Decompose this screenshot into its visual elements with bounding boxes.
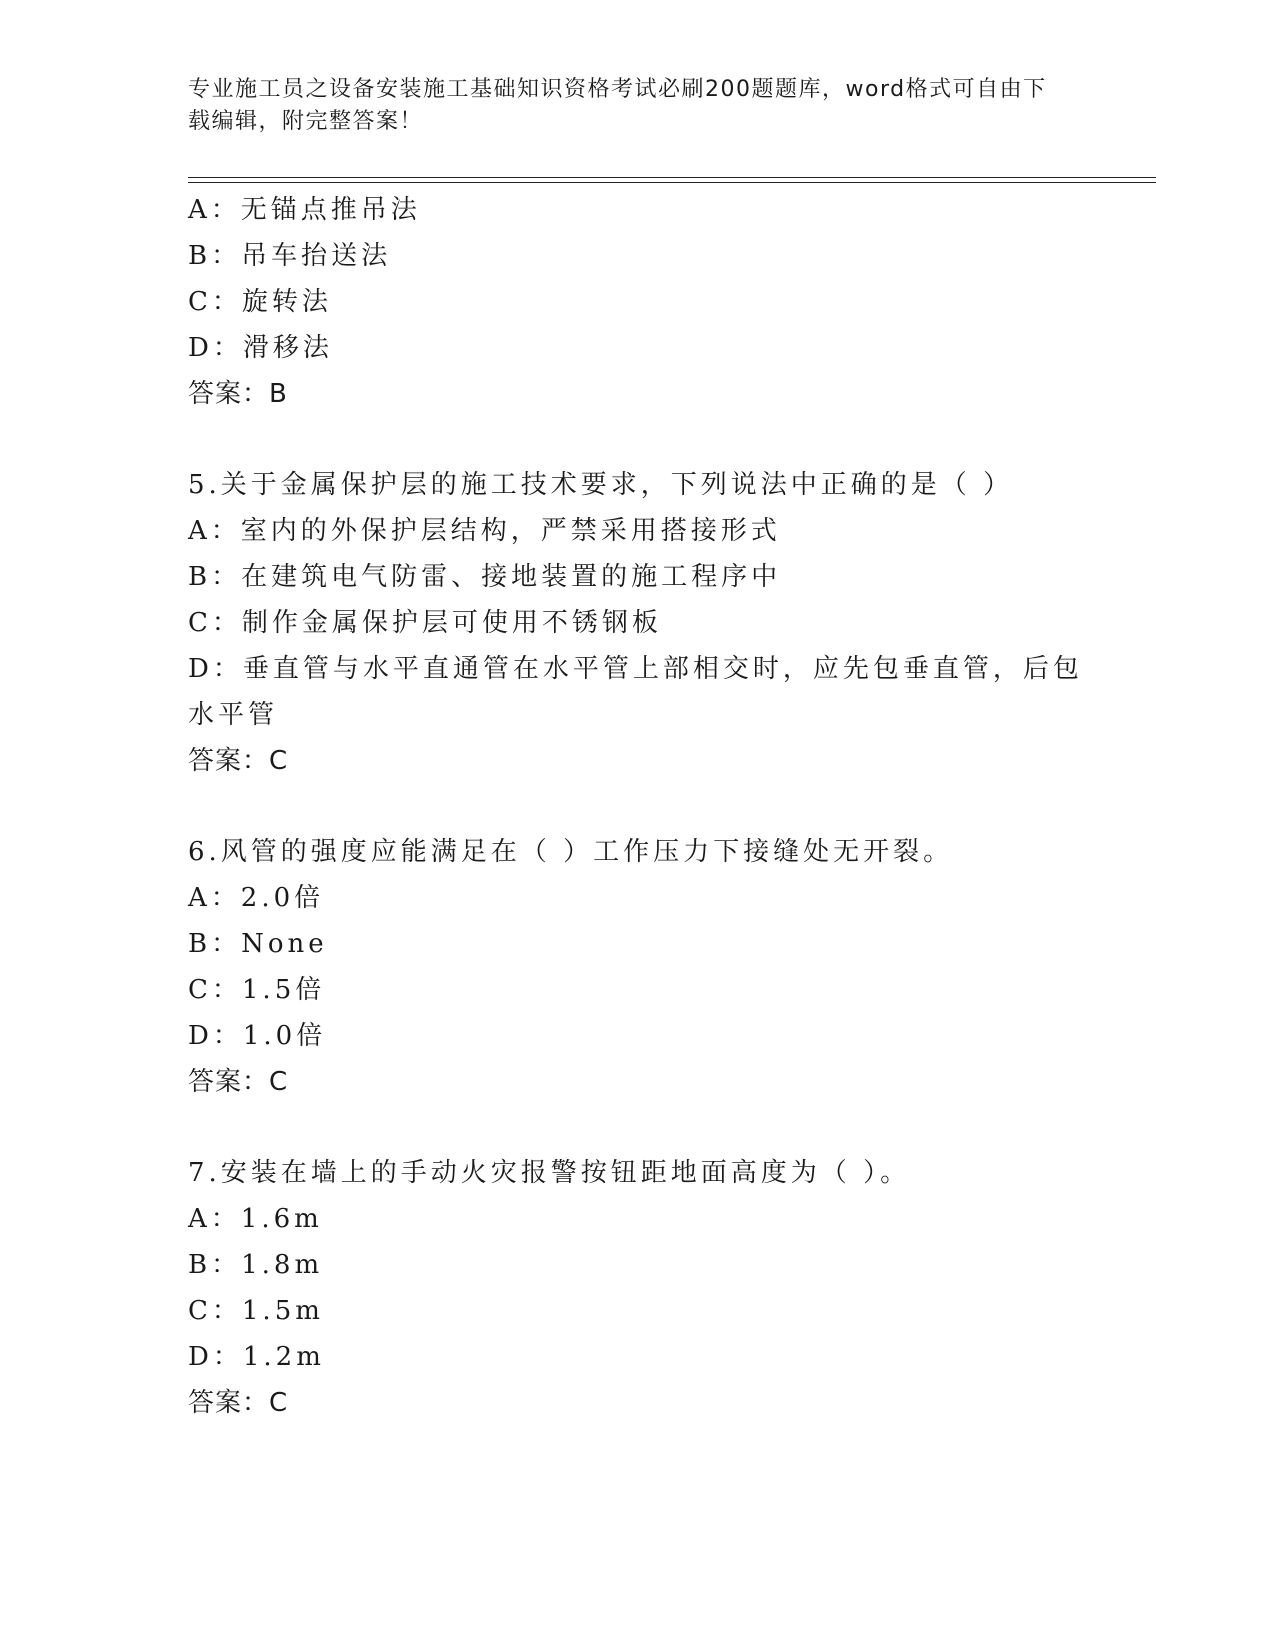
q7-option-d: D：1.2m [188, 1342, 325, 1372]
q5-option-c: C：制作金属保护层可使用不锈钢板 [188, 608, 662, 638]
q4-option-c: C：旋转法 [188, 287, 332, 317]
q6-option-c: C：1.5倍 [188, 975, 326, 1005]
q4-answer: 答案：B [188, 379, 288, 409]
q5-option-b: B：在建筑电气防雷、接地装置的施工程序中 [188, 562, 782, 592]
question-6-block [188, 829, 1088, 1105]
document-header: 专业施工员之设备安装施工基础知识资格考试必刷200题题库，word格式可自由下载编辑，附完整答案！ [188, 77, 1047, 134]
q5-question: 5.关于金属保护层的施工技术要求，下列说法中正确的是（ ） [188, 470, 1014, 500]
q6-option-b: B：None [188, 929, 328, 959]
q7-option-b: B：1.8m [188, 1250, 324, 1280]
q5-option-d: D：垂直管与水平直通管在水平管上部相交时，应先包垂直管，后包水平管 [188, 654, 1083, 730]
q5-option-a: A：室内的外保护层结构，严禁采用搭接形式 [188, 516, 781, 546]
q6-option-a: A：2.0倍 [188, 883, 325, 913]
question-4-block [188, 187, 1088, 417]
spacer [188, 784, 1088, 829]
q4-option-a: A：无锚点推吊法 [188, 195, 421, 225]
q7-option-a: A：1.6m [188, 1204, 323, 1234]
q7-option-c: C：1.5m [188, 1296, 324, 1326]
q6-option-d: D：1.0倍 [188, 1021, 327, 1051]
q7-answer: 答案：C [188, 1388, 289, 1418]
q6-answer: 答案：C [188, 1067, 289, 1097]
question-list [188, 187, 1088, 1426]
q4-option-d: D：滑移法 [188, 333, 333, 363]
header-rule-top [188, 177, 1156, 178]
header-rule-bottom [188, 182, 1156, 183]
question-7-block [188, 1150, 1088, 1426]
spacer [188, 417, 1088, 462]
q5-answer: 答案：C [188, 746, 289, 776]
q4-option-b: B：吊车抬送法 [188, 241, 392, 271]
spacer [188, 1105, 1088, 1150]
question-5-block [188, 462, 1088, 784]
q7-question: 7.安装在墙上的手动火灾报警按钮距地面高度为（ ）。 [188, 1158, 911, 1188]
q6-question: 6.风管的强度应能满足在（ ）工作压力下接缝处无开裂。 [188, 837, 954, 867]
